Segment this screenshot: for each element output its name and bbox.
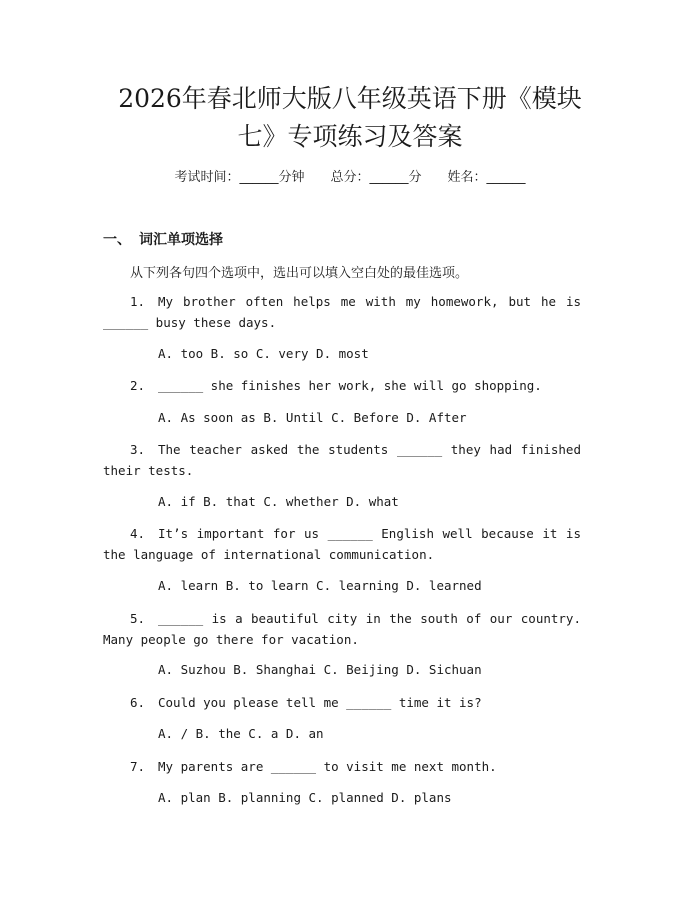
question-number: 5.: [130, 611, 146, 626]
question-1: [103, 291, 581, 333]
section-number: 一、: [103, 232, 131, 248]
section-heading: [103, 229, 223, 249]
question-text: The teacher asked the students ______ they had finished their tests.: [103, 442, 581, 478]
question-number: 3.: [130, 442, 146, 457]
question-5: [103, 608, 581, 650]
document-title-line-2: 七》专项练习及答案: [237, 122, 463, 151]
question-number: 4.: [130, 526, 146, 541]
question-5-options: A. Suzhou B. Shanghai C. Beijing D. Sichuan: [158, 662, 482, 677]
question-number: 1.: [130, 294, 146, 309]
exam-info-line: [0, 169, 700, 187]
question-number: 7.: [130, 759, 146, 774]
question-4-options: A. learn B. to learn C. learning D. learned: [158, 578, 482, 593]
question-1-options: A. too B. so C. very D. most: [158, 346, 369, 361]
section-title: 词汇单项选择: [139, 232, 223, 248]
question-2: [103, 375, 581, 396]
section-instruction: 从下列各句四个选项中，选出可以填入空白处的最佳选项。: [130, 266, 469, 281]
document-title-line-1: 2026年春北师大版八年级英语下册《模块: [118, 84, 582, 113]
question-text: ______ is a beautiful city in the south of our country. Many people go there for vacation.: [103, 611, 581, 647]
question-text: My brother often helps me with my homework, but he is ______ busy these days.: [103, 294, 581, 330]
question-number: 6.: [130, 695, 146, 710]
question-6: [103, 692, 581, 713]
question-text: It’s important for us ______ English well because it is the language of international communication.: [103, 526, 581, 562]
total-score-field: 总分：______分: [330, 170, 422, 185]
question-3-options: A. if B. that C. whether D. what: [158, 494, 399, 509]
student-name-field: 姓名：______: [447, 170, 526, 185]
question-2-options: A. As soon as B. Until C. Before D. After: [158, 410, 467, 425]
question-3: [103, 439, 581, 481]
question-4: [103, 523, 581, 565]
question-text: ______ she finishes her work, she will go shopping.: [158, 378, 542, 393]
exam-time-field: 考试时间：______分钟: [174, 170, 305, 185]
question-7-options: A. plan B. planning C. planned D. plans: [158, 790, 452, 805]
question-6-options: A. / B. the C. a D. an: [158, 726, 324, 741]
question-text: Could you please tell me ______ time it is?: [158, 695, 482, 710]
question-number: 2.: [130, 378, 146, 393]
question-text: My parents are ______ to visit me next month.: [158, 759, 497, 774]
question-7: [103, 756, 581, 777]
